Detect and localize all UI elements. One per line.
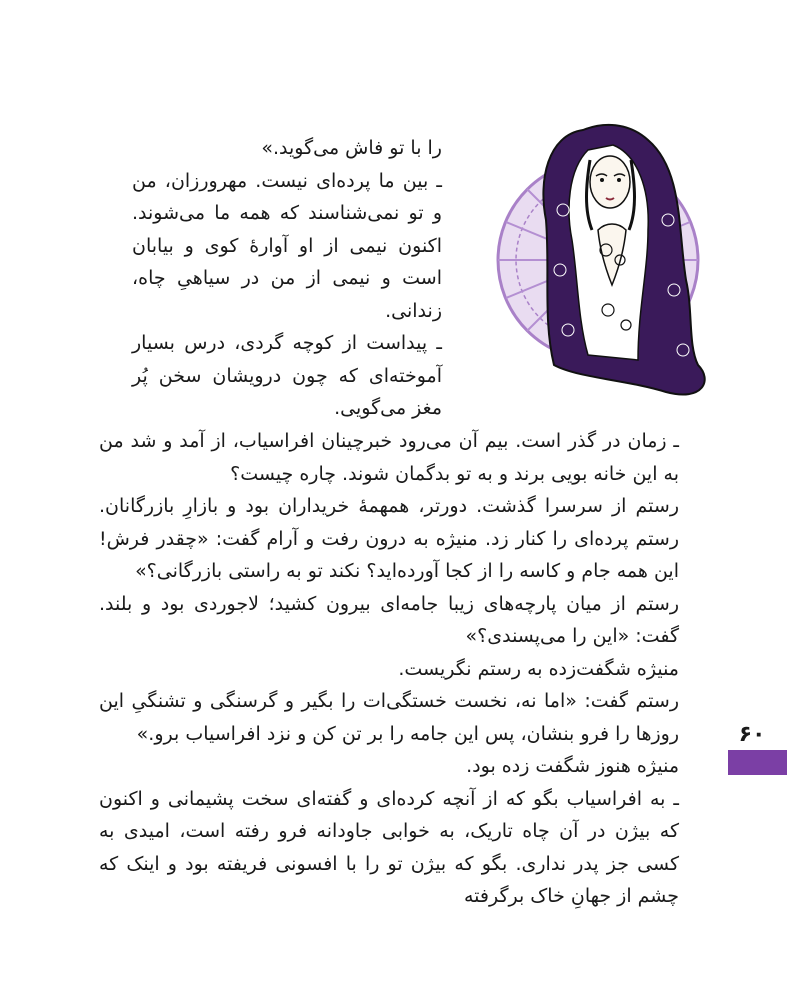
narrow-text-block xyxy=(132,132,442,425)
paragraph: را با تو فاش می‌گوید.» xyxy=(261,137,442,159)
paragraph: رستم گفت: «اما نه، نخست خستگی‌ات را بگیر و گرسنگی و تشنگیِ این روزها را فرو بنشان، پس این جامه را بر تن کن و نزد افراسیاب برو.» xyxy=(99,690,679,745)
paragraph: رستم از سرسرا گذشت. دورتر، همهمهٔ خریداران بود و بازارِ بازرگانان. رستم پرده‌ای را کنار زد. منیژه به درون رفت و آرام گفت: «چقدر فرش! این همه جام و کاسه را از کجا آورده‌اید؟ نکند تو به راستی بازرگانی؟» xyxy=(99,495,679,582)
paragraph: ـ به افراسیاب بگو که از آنچه کرده‌ای و گفته‌ای سخت پشیمانی و اکنون که بیژن در آن چاه تاریک، به خوابی جاودانه فرو رفته است، امیدی به کسی جز پدر نداری. بگو که بیژن تو را با افسونی فریفته بود و اینک که چشم از جهانِ خاک برگرفته xyxy=(99,787,679,907)
paragraph: ـ بین ما پرده‌ای نیست. مهرورزان، من و تو نمی‌شناسند که همه ما می‌شوند. اکنون نیمی از او آوارهٔ کوی و بیابان است و نیمی از من در سیاهیِ چاه، زندانی. xyxy=(132,169,442,322)
paragraph: منیژه هنوز شگفت زده بود. xyxy=(466,755,679,777)
paragraph: رستم از میان پارچه‌های زیبا جامه‌ای بیرون کشید؛ لاجوردی بود و بلند. گفت: «این را می‌پسندی؟» xyxy=(99,592,679,647)
page-tab-marker xyxy=(728,750,787,775)
veiled-woman-illustration xyxy=(488,110,728,410)
paragraph: ـ پیداست از کوچه گردی، درس بسیار آموخته‌ای که چون درویشان سخن پُر مغز می‌گویی. xyxy=(132,332,442,419)
wide-text-block xyxy=(99,425,679,913)
paragraph: ـ زمان در گذر است. بیم آن می‌رود خبرچینان افراسیاب، از آمد و شد من به این خانه بویی برند و به تو بدگمان شوند. چاره چیست؟ xyxy=(99,430,679,485)
page-number: ۶۰ xyxy=(738,722,766,747)
paragraph: منیژه شگفت‌زده به رستم نگریست. xyxy=(398,657,679,680)
